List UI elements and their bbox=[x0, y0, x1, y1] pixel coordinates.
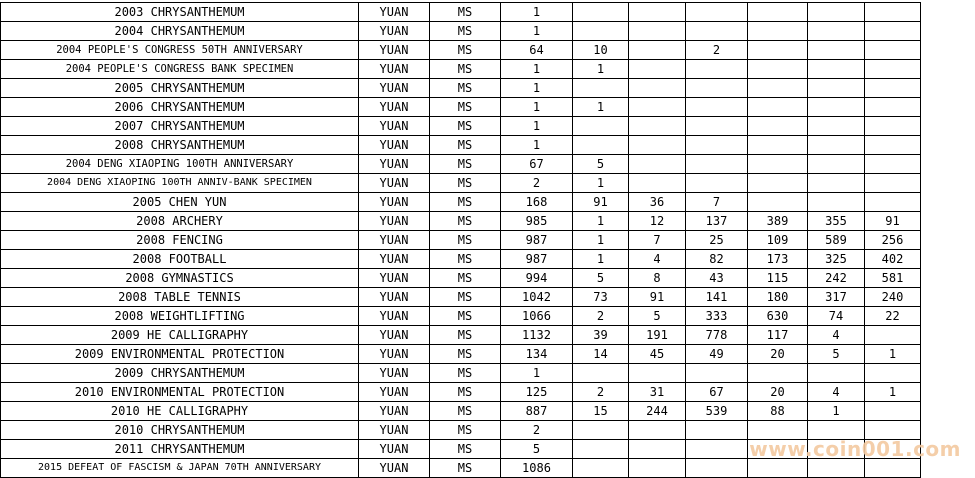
coin-name-cell: 2004 DENG XIAOPING 100TH ANNIVERSARY bbox=[1, 155, 359, 174]
unit-cell: YUAN bbox=[359, 459, 430, 478]
table-row bbox=[1, 402, 975, 421]
grade-cell: MS bbox=[430, 440, 501, 459]
count-cell bbox=[748, 459, 808, 478]
coin-name-cell: 2008 GYMNASTICS bbox=[1, 269, 359, 288]
count-cell: 36 bbox=[629, 193, 686, 212]
count-cell: 117 bbox=[748, 326, 808, 345]
count-cell: 22 bbox=[865, 307, 921, 326]
count-cell: 355 bbox=[808, 212, 865, 231]
count-cell bbox=[573, 421, 629, 440]
count-cell: 67 bbox=[686, 383, 748, 402]
count-cell bbox=[686, 3, 748, 22]
table-row bbox=[1, 364, 975, 383]
grade-cell: MS bbox=[430, 288, 501, 307]
count-cell bbox=[808, 41, 865, 60]
grade-cell: MS bbox=[430, 3, 501, 22]
count-cell bbox=[865, 117, 921, 136]
count-cell bbox=[629, 155, 686, 174]
grade-cell: MS bbox=[430, 22, 501, 41]
count-cell: 389 bbox=[748, 212, 808, 231]
grade-cell: MS bbox=[430, 60, 501, 79]
count-cell bbox=[629, 421, 686, 440]
unit-cell: YUAN bbox=[359, 193, 430, 212]
coin-name-cell: 2009 ENVIRONMENTAL PROTECTION bbox=[1, 345, 359, 364]
count-cell: 134 bbox=[501, 345, 573, 364]
count-cell: 1 bbox=[501, 98, 573, 117]
count-cell: 8 bbox=[629, 269, 686, 288]
table-row bbox=[1, 174, 975, 193]
coin-name-cell: 2008 FENCING bbox=[1, 231, 359, 250]
count-cell: 191 bbox=[629, 326, 686, 345]
count-cell bbox=[573, 459, 629, 478]
table-row bbox=[1, 117, 975, 136]
count-cell: 994 bbox=[501, 269, 573, 288]
table-row bbox=[1, 41, 975, 60]
count-cell: 5 bbox=[501, 440, 573, 459]
count-cell: 7 bbox=[686, 193, 748, 212]
grade-cell: MS bbox=[430, 117, 501, 136]
count-cell: 1042 bbox=[501, 288, 573, 307]
count-cell bbox=[629, 136, 686, 155]
count-cell: 1 bbox=[501, 60, 573, 79]
count-cell: 1 bbox=[573, 98, 629, 117]
count-cell bbox=[686, 421, 748, 440]
count-cell: 256 bbox=[865, 231, 921, 250]
count-cell: 5 bbox=[808, 345, 865, 364]
unit-cell: YUAN bbox=[359, 269, 430, 288]
coin-name-cell: 2005 CHRYSANTHEMUM bbox=[1, 79, 359, 98]
count-cell bbox=[865, 364, 921, 383]
count-cell: 1 bbox=[573, 231, 629, 250]
coin-name-cell: 2006 CHRYSANTHEMUM bbox=[1, 98, 359, 117]
count-cell bbox=[748, 364, 808, 383]
unit-cell: YUAN bbox=[359, 364, 430, 383]
count-cell: 91 bbox=[865, 212, 921, 231]
count-cell: 325 bbox=[808, 250, 865, 269]
count-cell bbox=[748, 155, 808, 174]
count-cell bbox=[808, 98, 865, 117]
coin-name-cell: 2003 CHRYSANTHEMUM bbox=[1, 3, 359, 22]
coin-name-cell: 2004 PEOPLE'S CONGRESS BANK SPECIMEN bbox=[1, 60, 359, 79]
count-cell bbox=[686, 60, 748, 79]
count-cell bbox=[573, 136, 629, 155]
count-cell bbox=[865, 79, 921, 98]
unit-cell: YUAN bbox=[359, 212, 430, 231]
grade-cell: MS bbox=[430, 459, 501, 478]
count-cell: 1 bbox=[501, 3, 573, 22]
table-row bbox=[1, 307, 975, 326]
count-cell: 14 bbox=[573, 345, 629, 364]
coin-name-cell: 2008 TABLE TENNIS bbox=[1, 288, 359, 307]
count-cell bbox=[865, 136, 921, 155]
count-cell bbox=[865, 326, 921, 345]
unit-cell: YUAN bbox=[359, 402, 430, 421]
count-cell: 43 bbox=[686, 269, 748, 288]
grade-cell: MS bbox=[430, 383, 501, 402]
coin-name-cell: 2008 ARCHERY bbox=[1, 212, 359, 231]
count-cell: 1 bbox=[573, 60, 629, 79]
table-row bbox=[1, 136, 975, 155]
count-cell bbox=[748, 136, 808, 155]
count-cell: 887 bbox=[501, 402, 573, 421]
grade-cell: MS bbox=[430, 193, 501, 212]
unit-cell: YUAN bbox=[359, 79, 430, 98]
count-cell bbox=[686, 117, 748, 136]
grade-cell: MS bbox=[430, 79, 501, 98]
unit-cell: YUAN bbox=[359, 250, 430, 269]
grade-cell: MS bbox=[430, 421, 501, 440]
count-cell: 180 bbox=[748, 288, 808, 307]
grade-cell: MS bbox=[430, 307, 501, 326]
count-cell: 2 bbox=[501, 421, 573, 440]
count-cell: 173 bbox=[748, 250, 808, 269]
count-cell bbox=[573, 117, 629, 136]
count-cell: 242 bbox=[808, 269, 865, 288]
coin-name-cell: 2004 PEOPLE'S CONGRESS 50TH ANNIVERSARY bbox=[1, 41, 359, 60]
coin-name-cell: 2009 CHRYSANTHEMUM bbox=[1, 364, 359, 383]
coin-name-cell: 2007 CHRYSANTHEMUM bbox=[1, 117, 359, 136]
count-cell: 1 bbox=[501, 22, 573, 41]
count-cell bbox=[686, 22, 748, 41]
count-cell: 49 bbox=[686, 345, 748, 364]
count-cell: 10 bbox=[573, 41, 629, 60]
count-cell: 1066 bbox=[501, 307, 573, 326]
grade-cell: MS bbox=[430, 364, 501, 383]
count-cell bbox=[865, 60, 921, 79]
count-cell bbox=[629, 98, 686, 117]
grade-cell: MS bbox=[430, 231, 501, 250]
count-cell bbox=[686, 136, 748, 155]
count-cell bbox=[808, 459, 865, 478]
count-cell: 5 bbox=[573, 269, 629, 288]
coin-name-cell: 2004 DENG XIAOPING 100TH ANNIV-BANK SPECIMEN bbox=[1, 174, 359, 193]
coin-name-cell: 2009 HE CALLIGRAPHY bbox=[1, 326, 359, 345]
count-cell bbox=[629, 364, 686, 383]
unit-cell: YUAN bbox=[359, 231, 430, 250]
count-cell bbox=[629, 174, 686, 193]
count-cell: 4 bbox=[808, 383, 865, 402]
count-cell bbox=[808, 193, 865, 212]
count-cell: 539 bbox=[686, 402, 748, 421]
count-cell bbox=[865, 3, 921, 22]
unit-cell: YUAN bbox=[359, 345, 430, 364]
count-cell bbox=[808, 155, 865, 174]
count-cell: 5 bbox=[629, 307, 686, 326]
count-cell: 333 bbox=[686, 307, 748, 326]
table-row bbox=[1, 231, 975, 250]
table-row bbox=[1, 326, 975, 345]
count-cell bbox=[629, 440, 686, 459]
count-cell: 137 bbox=[686, 212, 748, 231]
table-row bbox=[1, 345, 975, 364]
count-cell bbox=[573, 3, 629, 22]
coin-name-cell: 2008 CHRYSANTHEMUM bbox=[1, 136, 359, 155]
unit-cell: YUAN bbox=[359, 174, 430, 193]
coin-name-cell: 2008 WEIGHTLIFTING bbox=[1, 307, 359, 326]
count-cell bbox=[748, 117, 808, 136]
count-cell: 630 bbox=[748, 307, 808, 326]
count-cell: 2 bbox=[573, 383, 629, 402]
unit-cell: YUAN bbox=[359, 41, 430, 60]
coin-name-cell: 2010 CHRYSANTHEMUM bbox=[1, 421, 359, 440]
count-cell bbox=[748, 174, 808, 193]
count-cell: 31 bbox=[629, 383, 686, 402]
unit-cell: YUAN bbox=[359, 307, 430, 326]
site-watermark: www.coin001.com bbox=[749, 437, 961, 461]
count-cell: 109 bbox=[748, 231, 808, 250]
count-cell bbox=[629, 117, 686, 136]
count-cell: 1 bbox=[573, 212, 629, 231]
count-cell: 1 bbox=[501, 117, 573, 136]
unit-cell: YUAN bbox=[359, 155, 430, 174]
count-cell: 5 bbox=[573, 155, 629, 174]
count-cell: 25 bbox=[686, 231, 748, 250]
table-row bbox=[1, 383, 975, 402]
count-cell bbox=[865, 174, 921, 193]
grade-cell: MS bbox=[430, 98, 501, 117]
count-cell: 4 bbox=[808, 326, 865, 345]
count-cell: 67 bbox=[501, 155, 573, 174]
count-cell bbox=[686, 174, 748, 193]
table-row bbox=[1, 79, 975, 98]
count-cell bbox=[865, 22, 921, 41]
count-cell bbox=[629, 22, 686, 41]
unit-cell: YUAN bbox=[359, 60, 430, 79]
count-cell: 168 bbox=[501, 193, 573, 212]
coin-name-cell: 2010 ENVIRONMENTAL PROTECTION bbox=[1, 383, 359, 402]
count-cell: 2 bbox=[686, 41, 748, 60]
table-row bbox=[1, 269, 975, 288]
count-cell bbox=[748, 193, 808, 212]
count-cell bbox=[748, 79, 808, 98]
table-row bbox=[1, 60, 975, 79]
unit-cell: YUAN bbox=[359, 288, 430, 307]
count-cell: 987 bbox=[501, 250, 573, 269]
count-cell bbox=[686, 155, 748, 174]
unit-cell: YUAN bbox=[359, 326, 430, 345]
count-cell: 7 bbox=[629, 231, 686, 250]
count-cell: 74 bbox=[808, 307, 865, 326]
coin-name-cell: 2011 CHRYSANTHEMUM bbox=[1, 440, 359, 459]
unit-cell: YUAN bbox=[359, 421, 430, 440]
count-cell: 39 bbox=[573, 326, 629, 345]
count-cell: 82 bbox=[686, 250, 748, 269]
count-cell: 985 bbox=[501, 212, 573, 231]
grade-cell: MS bbox=[430, 402, 501, 421]
count-cell: 2 bbox=[501, 174, 573, 193]
count-cell bbox=[686, 459, 748, 478]
count-cell bbox=[748, 60, 808, 79]
count-cell: 88 bbox=[748, 402, 808, 421]
grade-cell: MS bbox=[430, 326, 501, 345]
count-cell bbox=[865, 402, 921, 421]
coin-name-cell: 2010 HE CALLIGRAPHY bbox=[1, 402, 359, 421]
table-row bbox=[1, 98, 975, 117]
count-cell: 1 bbox=[573, 250, 629, 269]
unit-cell: YUAN bbox=[359, 3, 430, 22]
count-cell bbox=[748, 3, 808, 22]
coin-name-cell: 2004 CHRYSANTHEMUM bbox=[1, 22, 359, 41]
table-row bbox=[1, 3, 975, 22]
count-cell: 402 bbox=[865, 250, 921, 269]
count-cell bbox=[808, 364, 865, 383]
unit-cell: YUAN bbox=[359, 98, 430, 117]
count-cell bbox=[808, 136, 865, 155]
grade-cell: MS bbox=[430, 155, 501, 174]
count-cell: 45 bbox=[629, 345, 686, 364]
count-cell bbox=[573, 22, 629, 41]
count-cell bbox=[573, 440, 629, 459]
coin-name-cell: 2015 DEFEAT OF FASCISM & JAPAN 70TH ANNIVERSARY bbox=[1, 459, 359, 478]
count-cell bbox=[865, 459, 921, 478]
count-cell bbox=[629, 459, 686, 478]
grade-cell: MS bbox=[430, 174, 501, 193]
count-cell bbox=[629, 3, 686, 22]
unit-cell: YUAN bbox=[359, 117, 430, 136]
unit-cell: YUAN bbox=[359, 440, 430, 459]
count-cell bbox=[629, 41, 686, 60]
population-table bbox=[0, 2, 975, 478]
count-cell bbox=[629, 79, 686, 98]
count-cell: 73 bbox=[573, 288, 629, 307]
count-cell bbox=[865, 193, 921, 212]
count-cell bbox=[808, 60, 865, 79]
table-row bbox=[1, 155, 975, 174]
count-cell: 12 bbox=[629, 212, 686, 231]
coin-name-cell: 2005 CHEN YUN bbox=[1, 193, 359, 212]
count-cell: 91 bbox=[629, 288, 686, 307]
count-cell bbox=[808, 79, 865, 98]
count-cell: 4 bbox=[629, 250, 686, 269]
count-cell: 1 bbox=[865, 345, 921, 364]
count-cell: 240 bbox=[865, 288, 921, 307]
count-cell bbox=[573, 364, 629, 383]
table-row bbox=[1, 212, 975, 231]
grade-cell: MS bbox=[430, 269, 501, 288]
count-cell: 778 bbox=[686, 326, 748, 345]
count-cell: 20 bbox=[748, 383, 808, 402]
count-cell bbox=[808, 117, 865, 136]
table-row bbox=[1, 22, 975, 41]
count-cell: 1 bbox=[865, 383, 921, 402]
grade-cell: MS bbox=[430, 345, 501, 364]
count-cell: 1132 bbox=[501, 326, 573, 345]
unit-cell: YUAN bbox=[359, 136, 430, 155]
grade-cell: MS bbox=[430, 212, 501, 231]
count-cell bbox=[865, 41, 921, 60]
coin-name-cell: 2008 FOOTBALL bbox=[1, 250, 359, 269]
count-cell: 125 bbox=[501, 383, 573, 402]
count-cell: 141 bbox=[686, 288, 748, 307]
count-cell bbox=[686, 364, 748, 383]
count-cell: 15 bbox=[573, 402, 629, 421]
count-cell: 1086 bbox=[501, 459, 573, 478]
count-cell bbox=[748, 98, 808, 117]
count-cell bbox=[808, 3, 865, 22]
count-cell: 91 bbox=[573, 193, 629, 212]
table-body bbox=[1, 3, 975, 478]
count-cell: 589 bbox=[808, 231, 865, 250]
grade-cell: MS bbox=[430, 136, 501, 155]
count-cell: 317 bbox=[808, 288, 865, 307]
unit-cell: YUAN bbox=[359, 22, 430, 41]
count-cell: 64 bbox=[501, 41, 573, 60]
count-cell: 1 bbox=[501, 79, 573, 98]
count-cell: 1 bbox=[501, 136, 573, 155]
count-cell: 20 bbox=[748, 345, 808, 364]
count-cell bbox=[865, 155, 921, 174]
table-row bbox=[1, 459, 975, 478]
table-row bbox=[1, 288, 975, 307]
count-cell: 2 bbox=[573, 307, 629, 326]
count-cell: 987 bbox=[501, 231, 573, 250]
table-row bbox=[1, 193, 975, 212]
count-cell bbox=[686, 79, 748, 98]
count-cell bbox=[748, 41, 808, 60]
count-cell: 581 bbox=[865, 269, 921, 288]
count-cell bbox=[573, 79, 629, 98]
count-cell: 1 bbox=[501, 364, 573, 383]
count-cell: 1 bbox=[808, 402, 865, 421]
count-cell bbox=[686, 440, 748, 459]
count-cell: 115 bbox=[748, 269, 808, 288]
count-cell: 244 bbox=[629, 402, 686, 421]
unit-cell: YUAN bbox=[359, 383, 430, 402]
grade-cell: MS bbox=[430, 250, 501, 269]
count-cell: 1 bbox=[573, 174, 629, 193]
count-cell bbox=[748, 22, 808, 41]
count-cell bbox=[865, 98, 921, 117]
count-cell bbox=[629, 60, 686, 79]
count-cell bbox=[808, 174, 865, 193]
grade-cell: MS bbox=[430, 41, 501, 60]
count-cell bbox=[808, 22, 865, 41]
table-row bbox=[1, 250, 975, 269]
count-cell bbox=[686, 98, 748, 117]
